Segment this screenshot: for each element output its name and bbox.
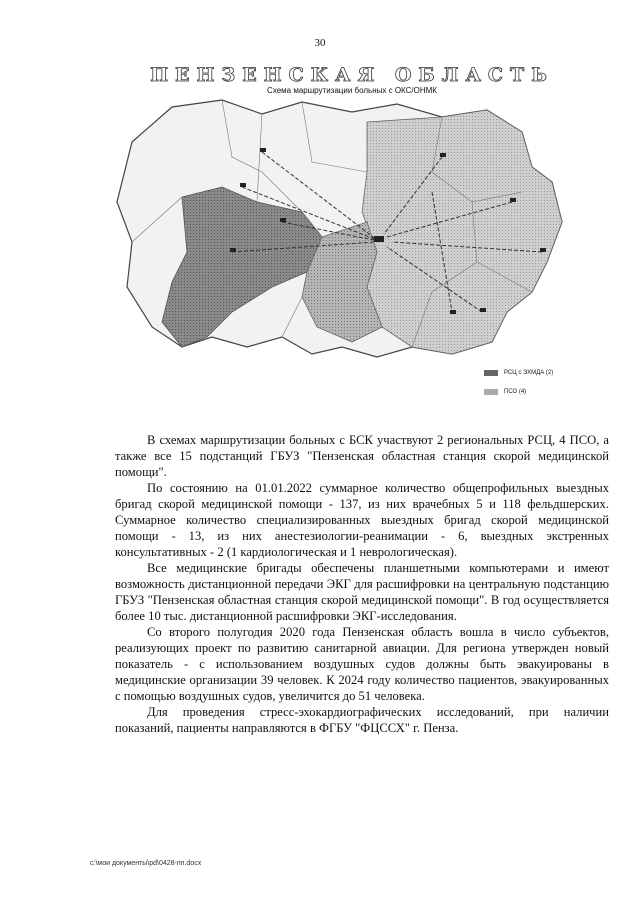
paragraph: В схемах маршрутизации больных с БСК участвуют 2 региональных РСЦ, 4 ПСО, а также все 15 подстанций ГБУЗ "Пензенская областная станция скорой медицинской помощи". [115, 433, 609, 479]
map-subtitle: Схема маршрутизации больных с ОКС/ОНМК [267, 86, 437, 95]
legend-item-rsc [484, 370, 553, 376]
paragraph: Для проведения стресс-эхокардиографических исследований, при наличии показаний, пациенты направляются в ФГБУ "ФЦССХ" г. Пенза. [115, 705, 609, 735]
region-map-figure [112, 62, 592, 422]
paragraph: По состоянию на 01.01.2022 суммарное количество общепрофильных выездных бригад скорой медицинской помощи - 137, из них врачебных 5 и 118 фельдшерских. Суммарное количество специализированных выездных бригад скорой медицинской помощи - 13, из них анестезиологии-реанимации - 6, выездных экстренных консультативных - 2 (1 кардиологическая и 1 неврологическая). [115, 481, 609, 559]
map-legend [484, 370, 553, 408]
map-title: ПЕНЗЕНСКАЯ ОБЛАСТЬ [150, 64, 554, 86]
legend-swatch-rsc [484, 370, 498, 376]
paragraph: Со второго полугодия 2020 года Пензенская область вошла в число субъектов, реализующих проект по развитию санитарной авиации. Для региона утвержден новый показатель - с использованием воздушных судов должны быть эвакуированы в медицинские организации 39 человек. К 2024 году количество пациентов, эвакуированных с помощью воздушных судов, увеличится до 51 человека. [115, 625, 609, 703]
page-number: 30 [314, 37, 326, 49]
region-map [112, 62, 592, 422]
body-text [115, 432, 609, 736]
legend-label-rsc: РСЦ с ЭХМДА (2) [504, 370, 554, 376]
legend-label-pso: ПСО (4) [504, 389, 527, 395]
legend-swatch-pso [484, 389, 498, 395]
paragraph: Все медицинские бригады обеспечены планшетными компьютерами и имеют возможность дистанционной передачи ЭКГ для расшифровки на центральную подстанцию ГБУЗ "Пензенская областная станция скорой медицинской помощи". В год осуществляется более 10 тыс. дистанционной расшифровки ЭКГ-исследования. [115, 561, 609, 623]
legend-item-pso [484, 389, 553, 395]
document-path-footer: c:\мои документы\pd\0428-пп.docx [90, 860, 202, 867]
east-district-shading [362, 110, 562, 354]
